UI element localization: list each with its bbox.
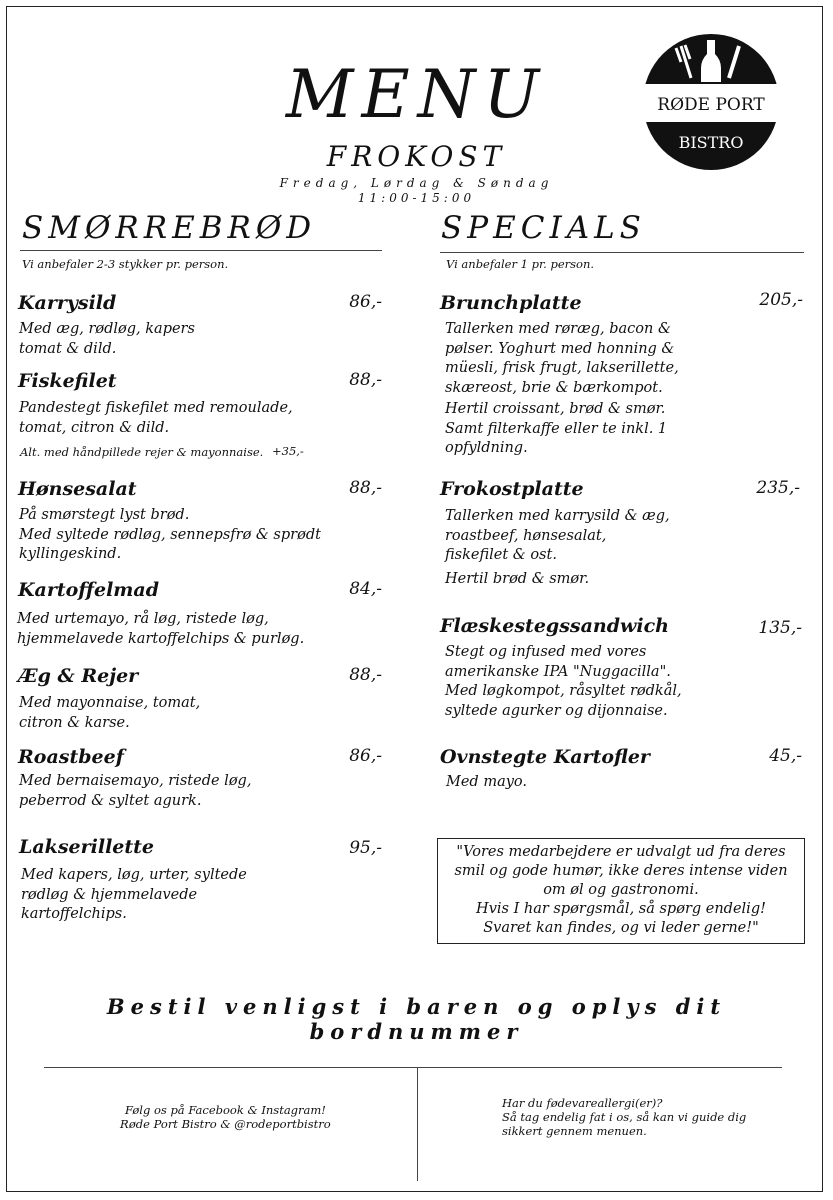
menu-item-price: 84,- <box>349 579 382 599</box>
menu-item-desc: Stegt og infused med vores amerikanske IPA "Nuggacilla". Med løgkompot, råsyltet rødkål, syltede agurker og dijonnaise. <box>445 644 682 719</box>
menu-item-desc: På smørstegt lyst brød. Med syltede rødløg, sennepsfrø & sprødt kyllingeskind. <box>19 507 321 562</box>
menu-item-price: 88,- <box>349 665 382 685</box>
menu-subtitle: FROKOST <box>326 140 507 173</box>
staff-quote-box: "Vores medarbejdere er udvalgt ud fra deres smil og gode humør, ikke deres intense viden om øl og gastronomi. Hvis I har spørgsmål, så spørg endelig! Svaret kan findes, og vi leder gerne!" <box>437 838 805 944</box>
section-rule <box>440 252 804 253</box>
menu-item-name: Flæskestegssandwich <box>440 615 669 637</box>
section-note: Vi anbefaler 1 pr. person. <box>446 257 595 271</box>
menu-item-desc: Med æg, rødløg, kapers tomat & dild. <box>19 321 195 357</box>
menu-item-name: Æg & Rejer <box>18 665 139 687</box>
menu-item-name: Frokostplatte <box>440 478 584 500</box>
footer-allergy-note: Har du fødevareallergi(er)? Så tag endelig fat i os, så kan vi guide dig sikkert gennem menuen. <box>502 1096 747 1138</box>
section-rule <box>20 250 382 251</box>
menu-item-price: 86,- <box>349 292 382 312</box>
opening-hours: 11:00-15:00 <box>357 191 476 205</box>
logo-name-bottom: BISTRO <box>678 133 744 152</box>
menu-item-name: Brunchplatte <box>440 292 582 314</box>
menu-item-desc: Med urtemayo, rå løg, ristede løg, hjemmelavede kartoffelchips & purløg. <box>17 611 305 647</box>
logo-name-top: RØDE PORT <box>657 95 765 115</box>
menu-item-extra: Alt. med håndpillede rejer & mayonnaise. <box>20 445 264 459</box>
menu-item-desc-extra: Hertil croissant, brød & smør. Samt filterkaffe eller te inkl. 1 opfyldning. <box>445 401 668 456</box>
menu-item-price: 135,- <box>758 618 802 638</box>
menu-item-name: Ovnstegte Kartofler <box>440 746 650 768</box>
menu-item-price: 86,- <box>349 746 382 766</box>
menu-item-name: Hønsesalat <box>18 478 137 500</box>
menu-item-price: 235,- <box>756 478 800 498</box>
menu-item-desc: Med bernaisemayo, ristede løg, peberrod & syltet agurk. <box>19 773 252 809</box>
menu-item-price: 95,- <box>349 838 382 858</box>
menu-item-price: 88,- <box>349 370 382 390</box>
menu-item-name: Karrysild <box>18 292 117 314</box>
order-instruction: Bestil venligst i baren og oplys dit bordnummer <box>106 994 727 1044</box>
menu-item-name: Roastbeef <box>18 746 124 768</box>
menu-item-desc: Tallerken med karrysild & æg, roastbeef, hønsesalat, fiskefilet & ost. <box>445 508 670 563</box>
menu-item-extra-price: +35,- <box>272 444 304 458</box>
menu-item-desc: Med kapers, løg, urter, syltede rødløg & hjemmelavede kartoffelchips. <box>21 867 247 922</box>
menu-item-name: Kartoffelmad <box>18 579 160 601</box>
menu-item-desc: Med mayonnaise, tomat, citron & karse. <box>19 695 201 731</box>
menu-title: MENU <box>285 56 548 133</box>
section-title-smorrebrod: SMØRREBRØD <box>22 210 317 246</box>
footer-rule <box>44 1067 782 1068</box>
menu-item-name: Fiskefilet <box>18 370 117 392</box>
menu-item-desc: Med mayo. <box>446 774 527 790</box>
menu-item-price: 205,- <box>759 290 803 310</box>
menu-item-name: Lakserillette <box>19 836 155 858</box>
footer-social: Følg os på Facebook & Instagram! Røde Port Bistro & @rodeportbistro <box>120 1103 331 1131</box>
opening-days: Fredag, Lørdag & Søndag <box>279 176 554 190</box>
menu-item-desc-extra: Hertil brød & smør. <box>445 571 590 587</box>
bistro-logo <box>641 32 781 172</box>
menu-item-price: 45,- <box>769 746 802 766</box>
menu-item-desc: Pandestegt fiskefilet med remoulade, tomat, citron & dild. <box>19 400 293 436</box>
section-title-specials: SPECIALS <box>441 210 646 246</box>
menu-item-desc: Tallerken med røræg, bacon & pølser. Yoghurt med honning & müesli, frisk frugt, lakserillette, skæreost, brie & bærkompot. <box>445 321 679 396</box>
footer-divider <box>417 1067 418 1181</box>
menu-item-price: 88,- <box>349 478 382 498</box>
section-note: Vi anbefaler 2-3 stykker pr. person. <box>22 257 229 271</box>
